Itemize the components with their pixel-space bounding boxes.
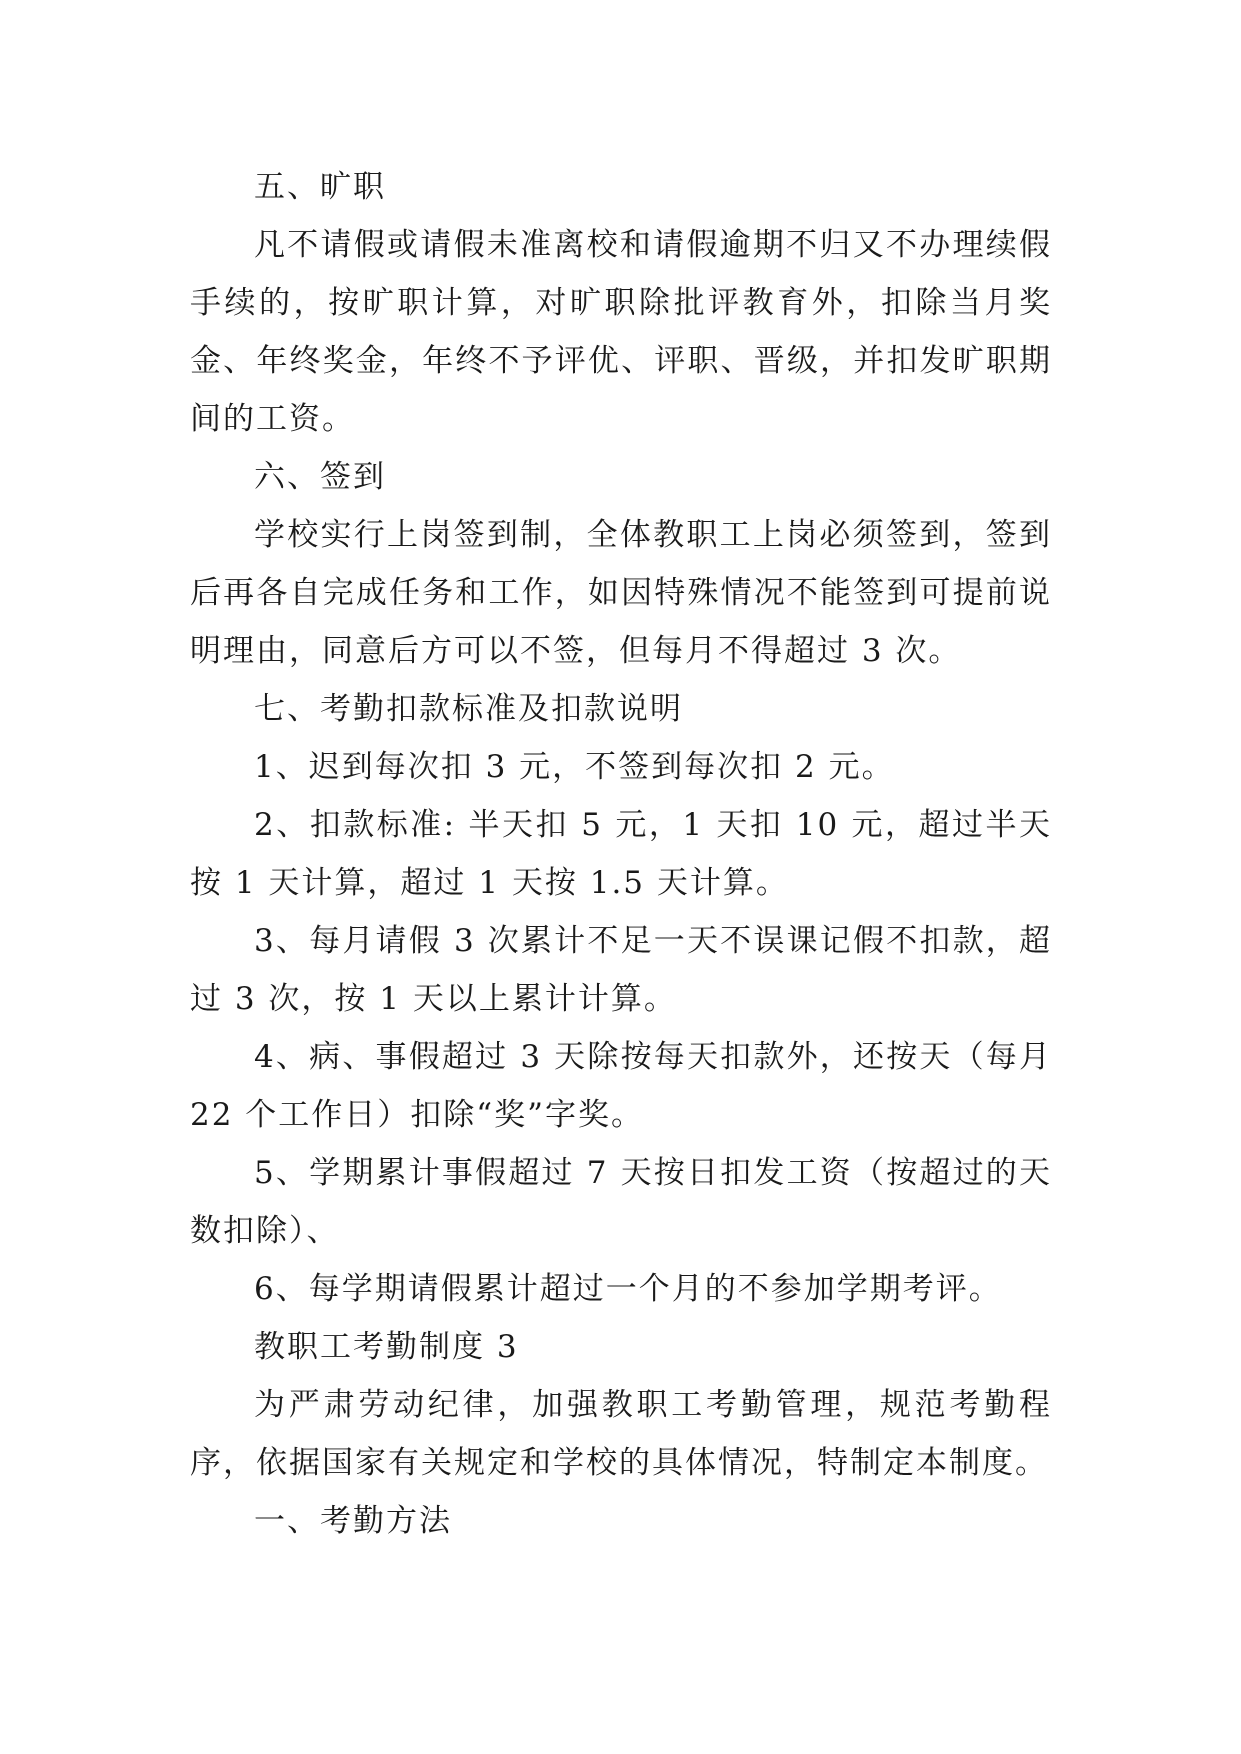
list-item-deduction-3: 3、每月请假 3 次累计不足一天不误课记假不扣款，超过 3 次，按 1 天以上累计计算。 bbox=[190, 923, 1052, 1017]
document-subtitle: 教职工考勤制度 3 bbox=[254, 1329, 519, 1365]
document-page bbox=[190, 158, 1052, 1550]
section-heading-sign-in: 六、签到 bbox=[254, 459, 386, 495]
paragraph-sign-in-rule: 学校实行上岗签到制，全体教职工上岗必须签到，签到后再各自完成任务和工作，如因特殊情况不能签到可提前说明理由，同意后方可以不签，但每月不得超过 3 次。 bbox=[190, 517, 1052, 669]
paragraph-absence-rule: 凡不请假或请假未准离校和请假逾期不归又不办理续假手续的，按旷职计算，对旷职除批评教育外，扣除当月奖金、年终奖金，年终不予评优、评职、晋级，并扣发旷职期间的工资。 bbox=[190, 227, 1052, 437]
list-item-deduction-6: 6、每学期请假累计超过一个月的不参加学期考评。 bbox=[254, 1271, 1002, 1307]
paragraph-intro: 为严肃劳动纪律，加强教职工考勤管理，规范考勤程序，依据国家有关规定和学校的具体情况，特制定本制度。 bbox=[190, 1387, 1052, 1481]
list-item-deduction-5: 5、学期累计事假超过 7 天按日扣发工资（按超过的天数扣除）、 bbox=[190, 1155, 1052, 1249]
section-heading-method: 一、考勤方法 bbox=[254, 1503, 452, 1539]
list-item-deduction-2: 2、扣款标准: 半天扣 5 元，1 天扣 10 元，超过半天按 1 天计算，超过 1 天按 1.5 天计算。 bbox=[190, 807, 1052, 901]
list-item-deduction-4: 4、病、事假超过 3 天除按每天扣款外，还按天（每月 22 个工作日）扣除“奖”字奖。 bbox=[190, 1039, 1052, 1133]
list-item-deduction-1: 1、迟到每次扣 3 元，不签到每次扣 2 元。 bbox=[254, 749, 895, 785]
section-heading-deduction: 七、考勤扣款标准及扣款说明 bbox=[254, 691, 683, 727]
section-heading-absence: 五、旷职 bbox=[254, 169, 386, 205]
